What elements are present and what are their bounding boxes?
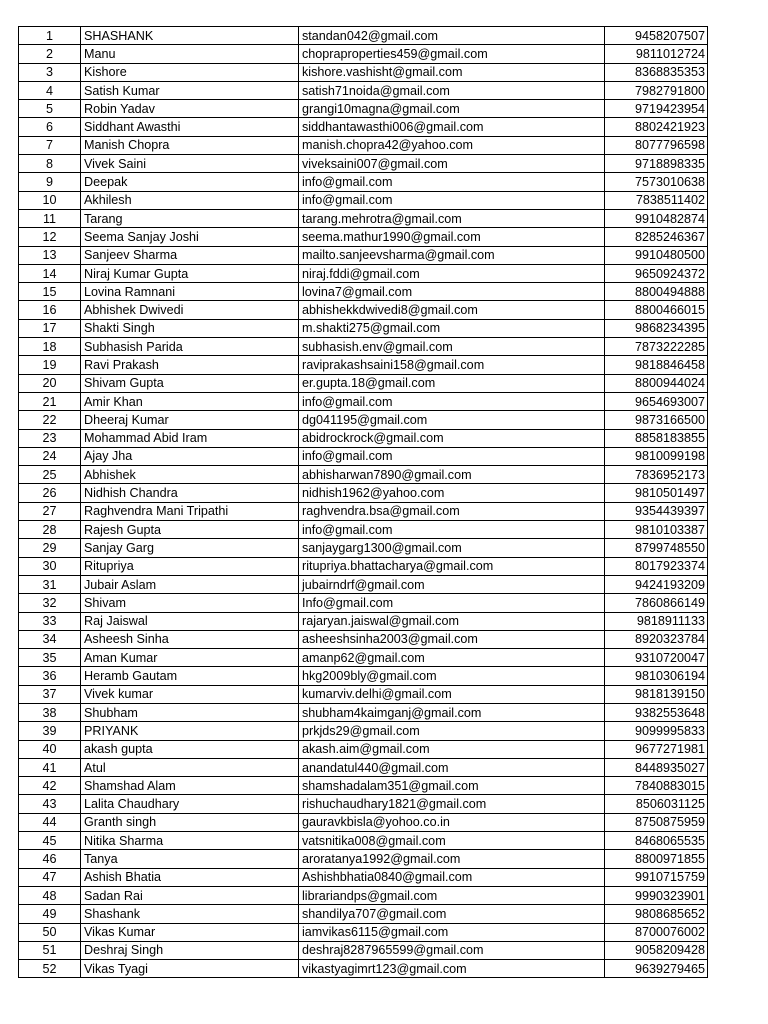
email-cell: vatsnitika008@gmail.com (299, 832, 605, 850)
name-cell: Deepak (81, 173, 299, 191)
phone-cell: 8858183855 (605, 429, 708, 447)
phone-cell: 9818911133 (605, 612, 708, 630)
phone-cell: 8800494888 (605, 283, 708, 301)
name-cell: Shamshad Alam (81, 777, 299, 795)
name-cell: Sanjay Garg (81, 539, 299, 557)
name-cell: Vivek kumar (81, 685, 299, 703)
phone-cell: 9990323901 (605, 886, 708, 904)
phone-cell: 8506031125 (605, 795, 708, 813)
serial-number-cell: 36 (19, 667, 81, 685)
serial-number-cell: 33 (19, 612, 81, 630)
email-cell: er.gupta.18@gmail.com (299, 374, 605, 392)
email-cell: librariandps@gmail.com (299, 886, 605, 904)
name-cell: Manish Chopra (81, 136, 299, 154)
email-cell: rishuchaudhary1821@gmail.com (299, 795, 605, 813)
serial-number-cell: 6 (19, 118, 81, 136)
serial-number-cell: 23 (19, 429, 81, 447)
table-row (19, 649, 708, 667)
name-cell: Lovina Ramnani (81, 283, 299, 301)
email-cell: info@gmail.com (299, 521, 605, 539)
table-row (19, 539, 708, 557)
name-cell: Tarang (81, 209, 299, 227)
serial-number-cell: 19 (19, 356, 81, 374)
name-cell: Kishore (81, 63, 299, 81)
phone-cell: 9818846458 (605, 356, 708, 374)
table-row (19, 521, 708, 539)
table-row (19, 228, 708, 246)
email-cell: shamshadalam351@gmail.com (299, 777, 605, 795)
table-row (19, 283, 708, 301)
email-cell: raghvendra.bsa@gmail.com (299, 502, 605, 520)
email-cell: info@gmail.com (299, 173, 605, 191)
phone-cell: 8700076002 (605, 923, 708, 941)
table-row (19, 301, 708, 319)
serial-number-cell: 39 (19, 722, 81, 740)
table-row (19, 594, 708, 612)
name-cell: Shashank (81, 905, 299, 923)
email-cell: vikastyagimrt123@gmail.com (299, 960, 605, 978)
phone-cell: 9677271981 (605, 740, 708, 758)
name-cell: SHASHANK (81, 27, 299, 45)
email-cell: satish71noida@gmail.com (299, 81, 605, 99)
email-cell: anandatul440@gmail.com (299, 758, 605, 776)
phone-cell: 8920323784 (605, 630, 708, 648)
name-cell: Vikas Kumar (81, 923, 299, 941)
phone-cell: 9424193209 (605, 575, 708, 593)
name-cell: Vivek Saini (81, 155, 299, 173)
email-cell: m.shakti275@gmail.com (299, 319, 605, 337)
serial-number-cell: 32 (19, 594, 81, 612)
serial-number-cell: 48 (19, 886, 81, 904)
name-cell: akash gupta (81, 740, 299, 758)
name-cell: Deshraj Singh (81, 941, 299, 959)
email-cell: standan042@gmail.com (299, 27, 605, 45)
table-row (19, 758, 708, 776)
name-cell: Robin Yadav (81, 100, 299, 118)
serial-number-cell: 16 (19, 301, 81, 319)
table-row (19, 484, 708, 502)
serial-number-cell: 15 (19, 283, 81, 301)
email-cell: info@gmail.com (299, 191, 605, 209)
table-row (19, 850, 708, 868)
table-row (19, 667, 708, 685)
name-cell: Lalita Chaudhary (81, 795, 299, 813)
phone-cell: 9719423954 (605, 100, 708, 118)
name-cell: Ravi Prakash (81, 356, 299, 374)
name-cell: Raj Jaiswal (81, 612, 299, 630)
phone-cell: 8802421923 (605, 118, 708, 136)
email-cell: abhisharwan7890@gmail.com (299, 466, 605, 484)
serial-number-cell: 3 (19, 63, 81, 81)
serial-number-cell: 22 (19, 411, 81, 429)
serial-number-cell: 9 (19, 173, 81, 191)
email-cell: manish.chopra42@yahoo.com (299, 136, 605, 154)
phone-cell: 9868234395 (605, 319, 708, 337)
serial-number-cell: 10 (19, 191, 81, 209)
serial-number-cell: 42 (19, 777, 81, 795)
email-cell: tarang.mehrotra@gmail.com (299, 209, 605, 227)
table-row (19, 886, 708, 904)
phone-cell: 9099995833 (605, 722, 708, 740)
name-cell: Sanjeev Sharma (81, 246, 299, 264)
phone-cell: 7573010638 (605, 173, 708, 191)
name-cell: Shivam Gupta (81, 374, 299, 392)
email-cell: dg041195@gmail.com (299, 411, 605, 429)
email-cell: gauravkbisla@yohoo.co.in (299, 813, 605, 831)
phone-cell: 9382553648 (605, 703, 708, 721)
phone-cell: 9718898335 (605, 155, 708, 173)
phone-cell: 8017923374 (605, 557, 708, 575)
table-row (19, 374, 708, 392)
serial-number-cell: 1 (19, 27, 81, 45)
email-cell: Info@gmail.com (299, 594, 605, 612)
table-row (19, 941, 708, 959)
serial-number-cell: 17 (19, 319, 81, 337)
name-cell: Nitika Sharma (81, 832, 299, 850)
email-cell: chopraproperties459@gmail.com (299, 45, 605, 63)
phone-cell: 9810306194 (605, 667, 708, 685)
name-cell: Vikas Tyagi (81, 960, 299, 978)
table-row (19, 356, 708, 374)
phone-cell: 8077796598 (605, 136, 708, 154)
serial-number-cell: 46 (19, 850, 81, 868)
name-cell: Sadan Rai (81, 886, 299, 904)
serial-number-cell: 44 (19, 813, 81, 831)
name-cell: Seema Sanjay Joshi (81, 228, 299, 246)
name-cell: Atul (81, 758, 299, 776)
serial-number-cell: 20 (19, 374, 81, 392)
name-cell: Abhishek (81, 466, 299, 484)
name-cell: Ritupriya (81, 557, 299, 575)
serial-number-cell: 12 (19, 228, 81, 246)
table-row (19, 557, 708, 575)
table-row (19, 411, 708, 429)
table-row (19, 740, 708, 758)
phone-cell: 9058209428 (605, 941, 708, 959)
table-row (19, 612, 708, 630)
phone-cell: 8448935027 (605, 758, 708, 776)
table-row (19, 777, 708, 795)
serial-number-cell: 31 (19, 575, 81, 593)
email-cell: ritupriya.bhattacharya@gmail.com (299, 557, 605, 575)
phone-cell: 9810099198 (605, 447, 708, 465)
serial-number-cell: 8 (19, 155, 81, 173)
phone-cell: 8750875959 (605, 813, 708, 831)
email-cell: subhasish.env@gmail.com (299, 338, 605, 356)
table-row (19, 868, 708, 886)
phone-cell: 9458207507 (605, 27, 708, 45)
name-cell: Aman Kumar (81, 649, 299, 667)
email-cell: asheeshsinha2003@gmail.com (299, 630, 605, 648)
phone-cell: 9910715759 (605, 868, 708, 886)
name-cell: Abhishek Dwivedi (81, 301, 299, 319)
table-row (19, 209, 708, 227)
name-cell: PRIYANK (81, 722, 299, 740)
serial-number-cell: 25 (19, 466, 81, 484)
email-cell: seema.mathur1990@gmail.com (299, 228, 605, 246)
table-row (19, 173, 708, 191)
table-row (19, 155, 708, 173)
serial-number-cell: 49 (19, 905, 81, 923)
phone-cell: 9310720047 (605, 649, 708, 667)
name-cell: Jubair Aslam (81, 575, 299, 593)
email-cell: rajaryan.jaiswal@gmail.com (299, 612, 605, 630)
serial-number-cell: 2 (19, 45, 81, 63)
table-row (19, 813, 708, 831)
name-cell: Shakti Singh (81, 319, 299, 337)
phone-cell: 9810501497 (605, 484, 708, 502)
email-cell: grangi10magna@gmail.com (299, 100, 605, 118)
table-row (19, 722, 708, 740)
phone-cell: 9873166500 (605, 411, 708, 429)
name-cell: Siddhant Awasthi (81, 118, 299, 136)
table-row (19, 27, 708, 45)
email-cell: kumarviv.delhi@gmail.com (299, 685, 605, 703)
name-cell: Nidhish Chandra (81, 484, 299, 502)
email-cell: Ashishbhatia0840@gmail.com (299, 868, 605, 886)
serial-number-cell: 18 (19, 338, 81, 356)
phone-cell: 9910480500 (605, 246, 708, 264)
name-cell: Dheeraj Kumar (81, 411, 299, 429)
name-cell: Granth singh (81, 813, 299, 831)
email-cell: jubairndrf@gmail.com (299, 575, 605, 593)
email-cell: viveksaini007@gmail.com (299, 155, 605, 173)
serial-number-cell: 43 (19, 795, 81, 813)
serial-number-cell: 29 (19, 539, 81, 557)
table-row (19, 81, 708, 99)
serial-number-cell: 30 (19, 557, 81, 575)
serial-number-cell: 14 (19, 264, 81, 282)
email-cell: akash.aim@gmail.com (299, 740, 605, 758)
table-row (19, 118, 708, 136)
serial-number-cell: 40 (19, 740, 81, 758)
email-cell: deshraj8287965599@gmail.com (299, 941, 605, 959)
name-cell: Amir Khan (81, 392, 299, 410)
email-cell: raviprakashsaini158@gmail.com (299, 356, 605, 374)
table-row (19, 191, 708, 209)
table-row (19, 630, 708, 648)
serial-number-cell: 41 (19, 758, 81, 776)
phone-cell: 8799748550 (605, 539, 708, 557)
name-cell: Shivam (81, 594, 299, 612)
name-cell: Ajay Jha (81, 447, 299, 465)
phone-cell: 7860866149 (605, 594, 708, 612)
serial-number-cell: 47 (19, 868, 81, 886)
table-row (19, 703, 708, 721)
name-cell: Tanya (81, 850, 299, 868)
table-row (19, 466, 708, 484)
table-row (19, 63, 708, 81)
email-cell: hkg2009bly@gmail.com (299, 667, 605, 685)
table-row (19, 136, 708, 154)
name-cell: Satish Kumar (81, 81, 299, 99)
table-row (19, 429, 708, 447)
serial-number-cell: 21 (19, 392, 81, 410)
phone-cell: 7873222285 (605, 338, 708, 356)
name-cell: Mohammad Abid Iram (81, 429, 299, 447)
phone-cell: 9910482874 (605, 209, 708, 227)
phone-cell: 7838511402 (605, 191, 708, 209)
table-row (19, 575, 708, 593)
phone-cell: 8800944024 (605, 374, 708, 392)
phone-cell: 9818139150 (605, 685, 708, 703)
table-row (19, 795, 708, 813)
table-row (19, 832, 708, 850)
serial-number-cell: 28 (19, 521, 81, 539)
serial-number-cell: 45 (19, 832, 81, 850)
email-cell: abidrockrock@gmail.com (299, 429, 605, 447)
phone-cell: 8285246367 (605, 228, 708, 246)
name-cell: Asheesh Sinha (81, 630, 299, 648)
phone-cell: 9811012724 (605, 45, 708, 63)
table-row (19, 960, 708, 978)
serial-number-cell: 35 (19, 649, 81, 667)
phone-cell: 8800466015 (605, 301, 708, 319)
serial-number-cell: 34 (19, 630, 81, 648)
phone-cell: 8800971855 (605, 850, 708, 868)
email-cell: info@gmail.com (299, 447, 605, 465)
email-cell: kishore.vashisht@gmail.com (299, 63, 605, 81)
table-row (19, 685, 708, 703)
phone-cell: 9810103387 (605, 521, 708, 539)
email-cell: mailto.sanjeevsharma@gmail.com (299, 246, 605, 264)
serial-number-cell: 50 (19, 923, 81, 941)
name-cell: Rajesh Gupta (81, 521, 299, 539)
email-cell: aroratanya1992@gmail.com (299, 850, 605, 868)
phone-cell: 9654693007 (605, 392, 708, 410)
table-row (19, 447, 708, 465)
email-cell: iamvikas6115@gmail.com (299, 923, 605, 941)
phone-cell: 9808685652 (605, 905, 708, 923)
email-cell: nidhish1962@yahoo.com (299, 484, 605, 502)
name-cell: Akhilesh (81, 191, 299, 209)
email-cell: amanp62@gmail.com (299, 649, 605, 667)
name-cell: Shubham (81, 703, 299, 721)
table-row (19, 338, 708, 356)
table-row (19, 502, 708, 520)
phone-cell: 9639279465 (605, 960, 708, 978)
serial-number-cell: 26 (19, 484, 81, 502)
phone-cell: 7836952173 (605, 466, 708, 484)
table-row (19, 319, 708, 337)
email-cell: niraj.fddi@gmail.com (299, 264, 605, 282)
name-cell: Ashish Bhatia (81, 868, 299, 886)
serial-number-cell: 4 (19, 81, 81, 99)
serial-number-cell: 11 (19, 209, 81, 227)
email-cell: info@gmail.com (299, 392, 605, 410)
phone-cell: 8368835353 (605, 63, 708, 81)
email-cell: lovina7@gmail.com (299, 283, 605, 301)
serial-number-cell: 37 (19, 685, 81, 703)
name-cell: Niraj Kumar Gupta (81, 264, 299, 282)
table-row (19, 905, 708, 923)
table-row (19, 45, 708, 63)
serial-number-cell: 52 (19, 960, 81, 978)
email-cell: shandilya707@gmail.com (299, 905, 605, 923)
phone-cell: 9354439397 (605, 502, 708, 520)
email-cell: siddhantawasthi006@gmail.com (299, 118, 605, 136)
contact-table (18, 26, 708, 978)
serial-number-cell: 5 (19, 100, 81, 118)
name-cell: Manu (81, 45, 299, 63)
phone-cell: 7840883015 (605, 777, 708, 795)
table-row (19, 100, 708, 118)
name-cell: Heramb Gautam (81, 667, 299, 685)
phone-cell: 8468065535 (605, 832, 708, 850)
table-row (19, 392, 708, 410)
phone-cell: 9650924372 (605, 264, 708, 282)
serial-number-cell: 38 (19, 703, 81, 721)
table-row (19, 923, 708, 941)
email-cell: sanjaygarg1300@gmail.com (299, 539, 605, 557)
name-cell: Raghvendra Mani Tripathi (81, 502, 299, 520)
serial-number-cell: 27 (19, 502, 81, 520)
serial-number-cell: 24 (19, 447, 81, 465)
serial-number-cell: 51 (19, 941, 81, 959)
phone-cell: 7982791800 (605, 81, 708, 99)
email-cell: abhishekkdwivedi8@gmail.com (299, 301, 605, 319)
table-row (19, 246, 708, 264)
email-cell: shubham4kaimganj@gmail.com (299, 703, 605, 721)
serial-number-cell: 7 (19, 136, 81, 154)
contact-table-body (19, 27, 708, 978)
name-cell: Subhasish Parida (81, 338, 299, 356)
table-row (19, 264, 708, 282)
serial-number-cell: 13 (19, 246, 81, 264)
email-cell: prkjds29@gmail.com (299, 722, 605, 740)
